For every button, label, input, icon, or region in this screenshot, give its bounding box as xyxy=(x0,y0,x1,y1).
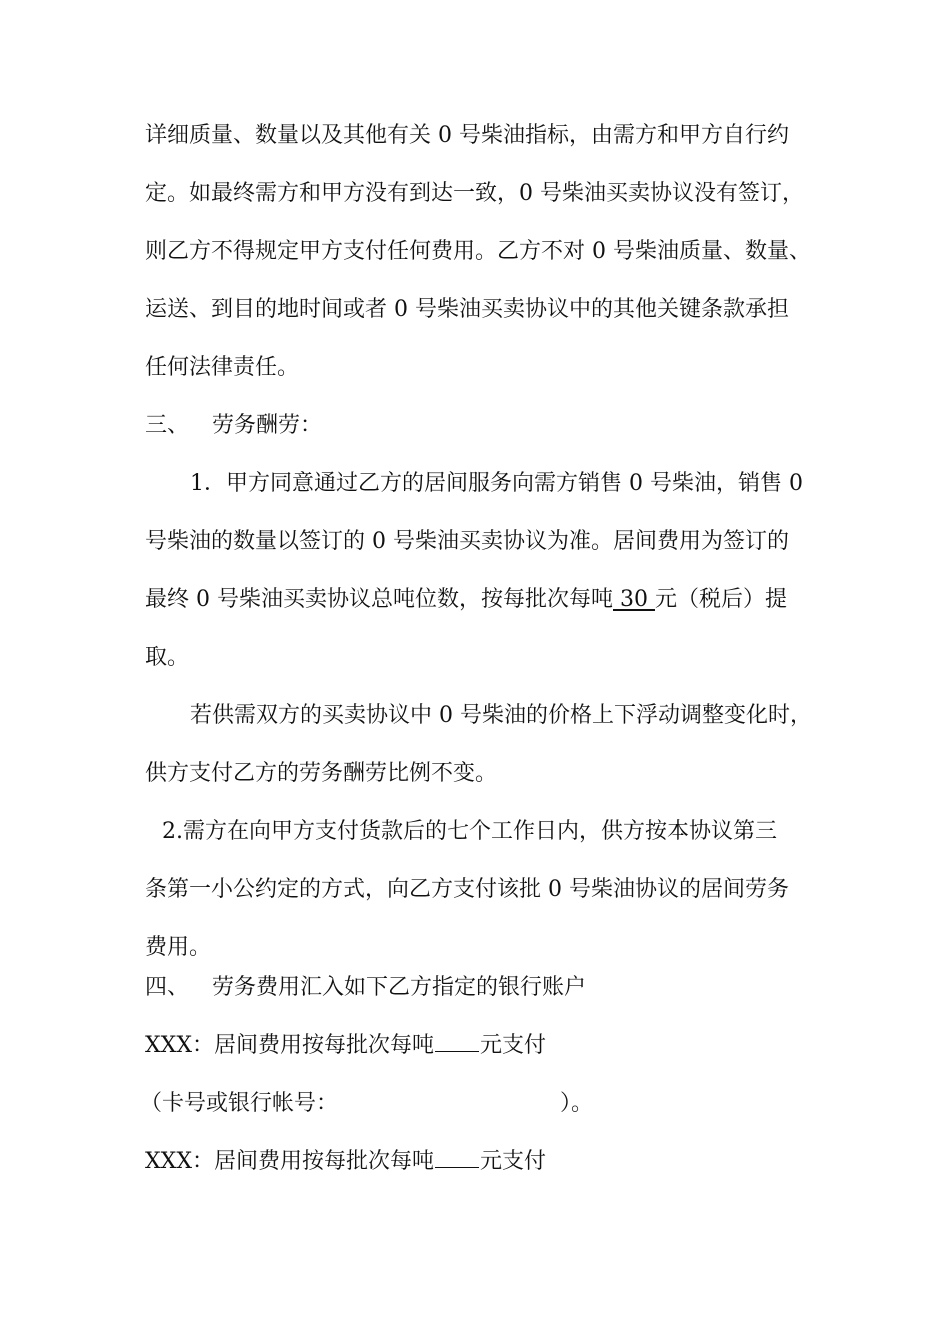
account-text-before: XXX：居间费用按每批次每吨 xyxy=(145,1033,434,1058)
section-heading-3 xyxy=(145,410,322,442)
item-line: 1．甲方同意通过乙方的居间服务向需方销售 0 号柴油，销售 0 xyxy=(190,471,803,496)
fee-text-after: 元（税后）提 xyxy=(654,587,787,612)
paragraph-line: 供方支付乙方的劳务酬劳比例不变。 xyxy=(145,761,498,786)
amount-blank xyxy=(435,1031,479,1052)
account-line-2 xyxy=(145,1146,546,1178)
item-line xyxy=(145,584,787,616)
fee-amount: 30 xyxy=(613,587,655,612)
fee-text-before: 最终 0 号柴油买卖协议总吨位数，按每批次每吨 xyxy=(145,587,613,612)
item-line: 费用。 xyxy=(145,935,212,960)
paragraph-line: 详细质量、数量以及其他有关 0 号柴油指标，由需方和甲方自行约 xyxy=(145,123,789,148)
section-number: 四、 xyxy=(145,975,190,1000)
section-title: 劳务费用汇入如下乙方指定的银行账户 xyxy=(212,975,587,1000)
card-number-line xyxy=(140,1088,593,1120)
paragraph-line: 则乙方不得规定甲方支付任何费用。乙方不对 0 号柴油质量、数量、 xyxy=(145,239,811,264)
item-line: 取。 xyxy=(145,645,190,670)
paragraph-line: 定。如最终需方和甲方没有到达一致，0 号柴油买卖协议没有签订， xyxy=(145,181,804,206)
paragraph-line: 运送、到目的地时间或者 0 号柴油买卖协议中的其他关键条款承担 xyxy=(145,297,789,322)
paragraph-line: 若供需双方的买卖协议中 0 号柴油的价格上下浮动调整变化时， xyxy=(190,703,812,728)
section-heading-4 xyxy=(145,972,586,1004)
item-line: 条第一小公约定的方式，向乙方支付该批 0 号柴油协议的居间劳务 xyxy=(145,877,789,902)
section-number: 三、 xyxy=(145,413,190,438)
account-line-1 xyxy=(145,1030,546,1062)
card-close: ）。 xyxy=(560,1091,594,1116)
account-text-before: XXX：居间费用按每批次每吨 xyxy=(145,1149,434,1174)
account-text-after: 元支付 xyxy=(480,1033,547,1058)
item-line: 2.需方在向甲方支付货款后的七个工作日内，供方按本协议第三 xyxy=(162,819,777,844)
section-title: 劳务酬劳： xyxy=(212,413,323,438)
account-text-after: 元支付 xyxy=(480,1149,547,1174)
card-label: （卡号或银行帐号： xyxy=(140,1091,339,1116)
amount-blank xyxy=(435,1147,479,1168)
item-line: 号柴油的数量以签订的 0 号柴油买卖协议为准。居间费用为签订的 xyxy=(145,529,789,554)
paragraph-line: 任何法律责任。 xyxy=(145,355,300,380)
